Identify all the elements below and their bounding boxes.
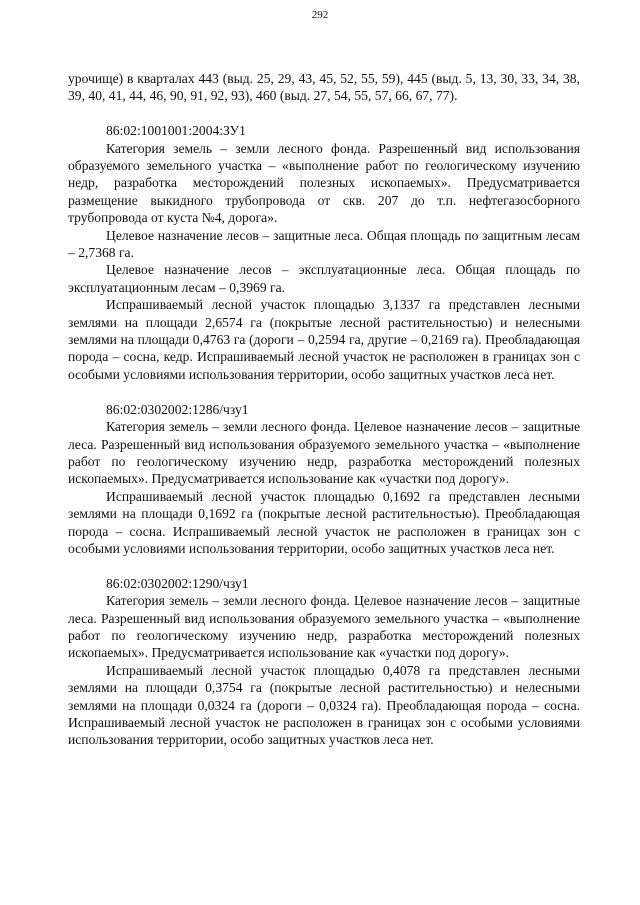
page-number: 292 [311,9,329,21]
paragraph: Целевое назначение лесов – защитные леса. Общая площадь по защитным лесам – 2,7368 га. [68,227,580,261]
cadastral-number: 86:02:0302002:1290/чзу1 [106,575,249,591]
section-parcel-2 [68,401,580,558]
spacer [68,383,580,400]
intro-paragraph: урочище) в кварталах 443 (выд. 25, 29, 43, 45, 52, 55, 59), 445 (выд. 5, 13, 30, 33, 34, 38, 39, 40, 41, 44, 46, 90, 91, 92, 93), 460 (выд. 27, 54, 55, 57, 66, 67, 77). [68,71,580,104]
paragraph: Категория земель – земли лесного фонда. Целевое назначение лесов – защитные леса. Разрешенный вид использования образуемого земельного участка – «выполнение работ по геологическому изучению недр, разработка месторождений полезных ископаемых». Предусматривается использование как «участки под дорогу». [68,419,580,487]
paragraph: Категория земель – земли лесного фонда. Разрешенный вид использования образуемого земельного участка – «выполнение работ по геологическому изучению недр, разработка месторождений полезных ископаемых». Предусматривается размещение выкидного трубопровода от скв. 207 до т.п. нефтегазосборного трубопровода от куста №4, дорога». [68,140,580,226]
spacer [68,105,580,122]
spacer [68,557,580,574]
paragraph: Целевое назначение лесов – эксплуатационные леса. Общая площадь по эксплуатационным лесам – 0,3969 га. [68,262,580,295]
document-body [68,70,580,749]
cadastral-number: 86:02:0302002:1286/чзу1 [106,401,249,417]
section-parcel-1 [68,122,580,383]
paragraph: Испрашиваемый лесной участок площадью 0,4078 га представлен лесными землями на площади 0,3754 га (покрытые лесной растительностью) и нелесными землями на площади 0,0324 га (дороги – 0,0324 га). Преобладающая порода – сосна. Испрашиваемый лесной участок не расположен в границах зон с особыми условиями использования территории, особо защитных участков леса нет. [68,662,580,748]
paragraph: Категория земель – земли лесного фонда. Целевое назначение лесов – защитные леса. Разрешенный вид использования образуемого земельного участка – «выполнение работ по геологическому изучению недр, разработка месторождений полезных ископаемых». Предусматривается использование как «участки под дорогу». [68,593,580,661]
section-parcel-3 [68,575,580,749]
cadastral-number: 86:02:1001001:2004:ЗУ1 [106,123,246,139]
paragraph: Испрашиваемый лесной участок площадью 0,1692 га представлен лесными землями на площади 0,1692 га (покрытые лесной растительностью). Преобладающая порода – сосна. Испрашиваемый лесной участок не расположен в границах зон с особыми условиями использования территории, особо защитных участков леса нет. [68,488,580,556]
paragraph: Испрашиваемый лесной участок площадью 3,1337 га представлен лесными землями на площади 2,6574 га (покрытые лесной растительностью) и нелесными землями на площади 0,4763 га (дороги – 0,2594 га, другие – 0,2169 га). Преобладающая порода – сосна, кедр. Испрашиваемый лесной участок не расположен в границах зон с особыми условиями использования территории, особо защитных участков леса нет. [68,297,580,382]
